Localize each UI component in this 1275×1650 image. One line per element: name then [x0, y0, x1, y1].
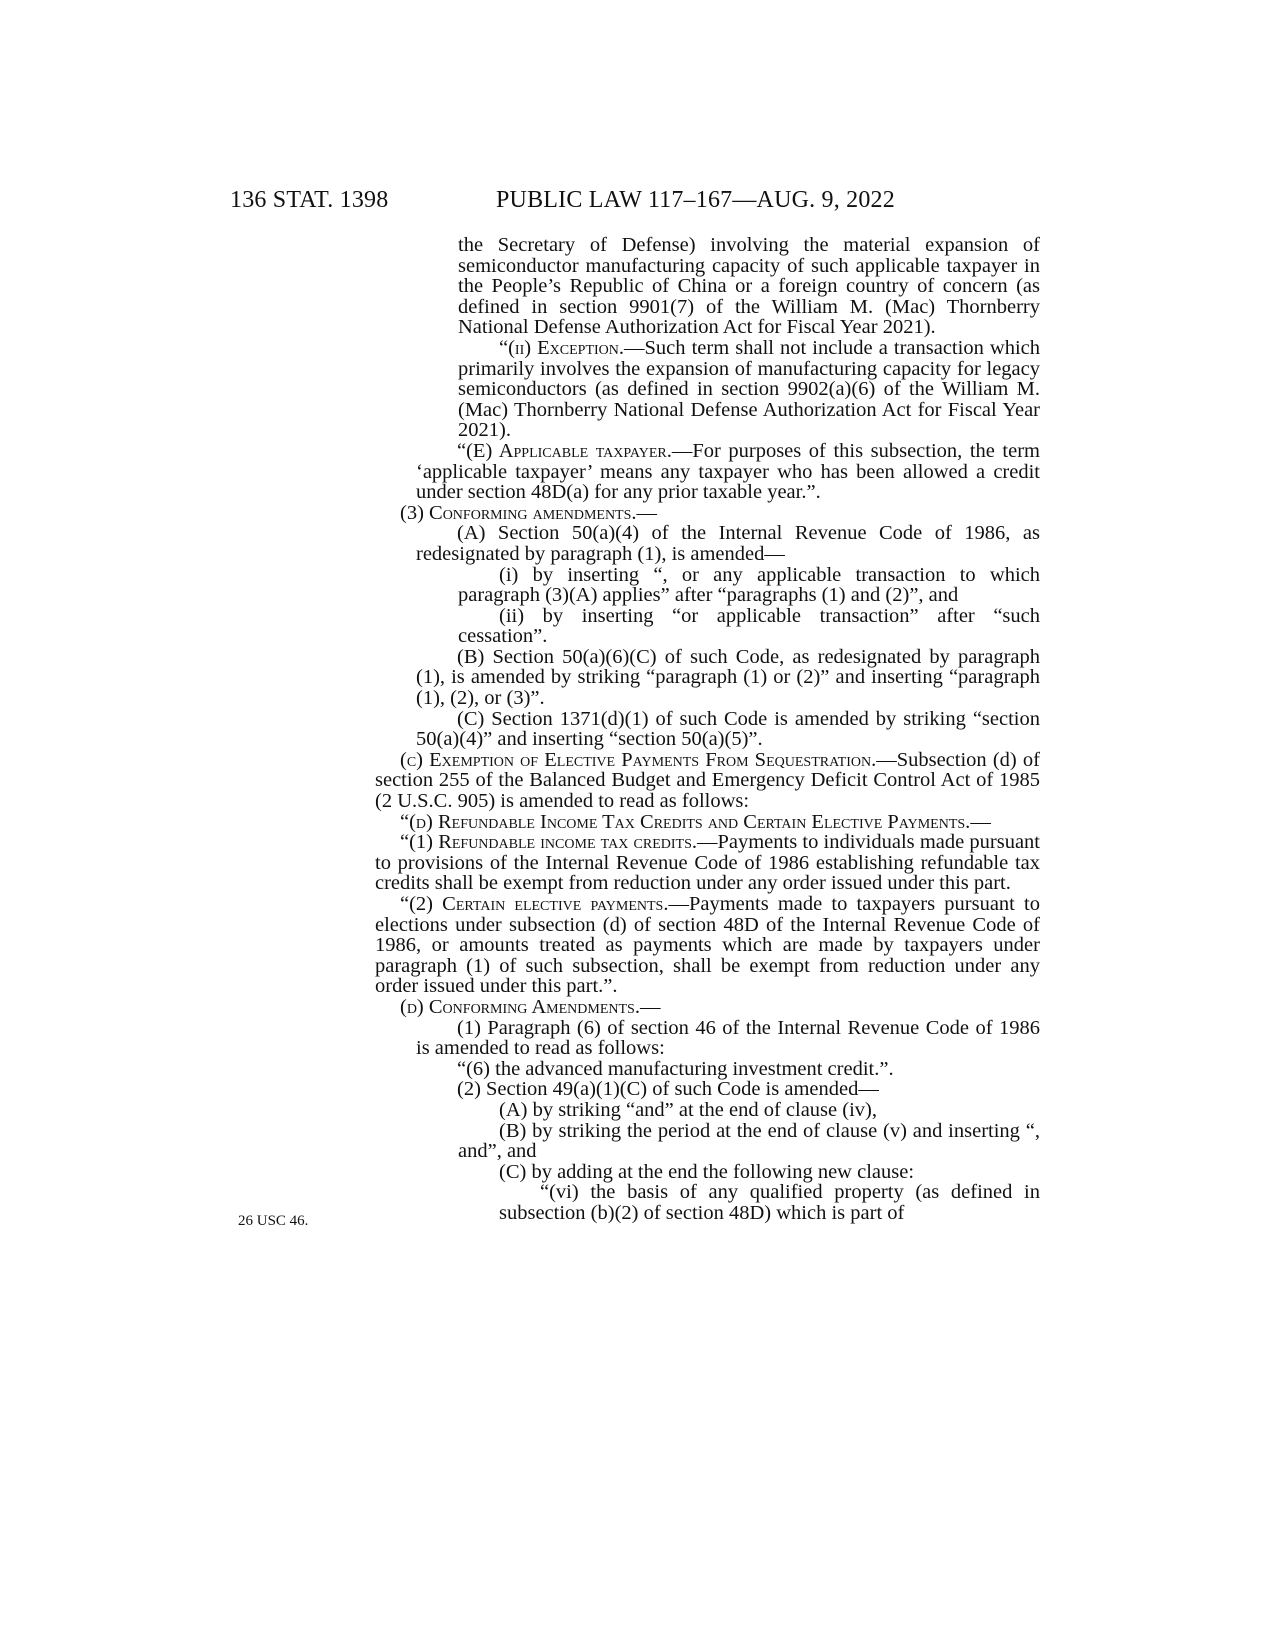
subparagraph-b: (B) Section 50(a)(6)(C) of such Code, as redesignated by paragraph (1), is amended by striking “paragraph (1) or (2)” and inserting “paragraph (1), (2), or (3)”.	[416, 645, 1040, 710]
paragraph-text: —Payments made to taxpayers pursuant to elections under subsection (d) of section 48D of the Internal Revenue Code of 1986, or amounts treated as payments which are made by taxpayers under paragraph (1) of such subsection, shall be exempt from reduction under any order issued under this part.”.	[375, 893, 1040, 998]
subsection-d-conforming-amendments	[375, 997, 1040, 1018]
clause-ii: (ii) by inserting “or applicable transaction” after “such cessation”.	[458, 604, 1040, 648]
subsection-c-exemption	[375, 750, 1040, 812]
subsection-text: —Subsection (d) of section 255 of the Balanced Budget and Emergency Deficit Control Act of 1985 (2 U.S.C. 905) is amended to read as follows:	[375, 748, 1040, 813]
quoted-clause-vi: “(vi) the basis of any qualified property (as defined in subsection (b)(2) of section 48D) which is part of	[499, 1181, 1040, 1224]
subparagraph-c-adding: (C) by adding at the end the following new clause:	[499, 1160, 915, 1183]
margin-citation-note: 26 USC 46.	[238, 1213, 309, 1229]
paragraph-text: —	[636, 501, 658, 524]
subparagraph-c: (C) Section 1371(d)(1) of such Code is amended by striking “section 50(a)(4)” and inserting “section 50(a)(5)”.	[416, 707, 1040, 751]
subsection-heading: (d) Conforming Amendments.	[400, 995, 640, 1018]
clause-ii-exception	[375, 338, 1040, 441]
paragraph-heading: (3) Conforming amendments.	[400, 501, 637, 524]
paragraph-1: (1) Paragraph (6) of section 46 of the Internal Revenue Code of 1986 is amended to read as follows:	[416, 1016, 1040, 1060]
subparagraph-text: —For purposes of this subsection, the term ‘applicable taxpayer’ means any taxpayer who has been allowed a credit under section 48D(a) for any prior taxable year.”.	[416, 439, 1040, 504]
subparagraph-a: (A) Section 50(a)(4) of the Internal Revenue Code of 1986, as redesignated by paragraph (1), is amended—	[416, 522, 1040, 565]
subparagraph-a-striking: (A) by striking “and” at the end of clause (iv),	[499, 1098, 877, 1121]
quoted-subsection-d	[375, 812, 1040, 833]
statute-page-reference: 136 STAT. 1398	[230, 187, 389, 213]
subsection-heading: “(d) Refundable Income Tax Credits and Certain Elective Payments.	[400, 810, 971, 833]
quoted-paragraph-2	[375, 894, 1040, 997]
clause-i: (i) by inserting “, or any applicable transaction to which paragraph (3)(A) applies” after “paragraphs (1) and (2)”, and	[458, 563, 1040, 607]
running-head-title: PUBLIC LAW 117–167—AUG. 9, 2022	[496, 187, 895, 213]
paragraph-heading: “(2) Certain elective payments.	[400, 893, 669, 915]
subsection-heading: (c) Exemption of Elective Payments From Sequestration.	[400, 748, 877, 771]
paragraph-continuation: the Secretary of Defense) involving the material expansion of semiconductor manufacturing capacity of such applicable taxpayer in the People’s Republic of China or a foreign country of concern (as defined in section 9901(7) of the William M. (Mac) Thornberry National Defense Authorization Act for Fiscal Year 2021).	[458, 234, 1040, 339]
clause-text: —Such term shall not include a transaction which primarily involves the expansion of manufacturing capacity for legacy semiconductors (as defined in section 9902(a)(6) of the William M. (Mac) Thornberry National Defense Authorization Act for Fiscal Year 2021).	[458, 336, 1040, 442]
subsection-text: —	[970, 810, 991, 833]
quoted-paragraph-6: “(6) the advanced manufacturing investment credit.”.	[457, 1057, 894, 1080]
paragraph-3-conforming-amendments	[375, 503, 1040, 524]
subparagraph-heading: “(E) Applicable taxpayer.	[457, 439, 672, 462]
quoted-paragraph-1	[375, 832, 1040, 894]
subparagraph-b-striking: (B) by striking the period at the end of clause (v) and inserting “, and”, and	[458, 1119, 1040, 1163]
subparagraph-e-applicable-taxpayer	[375, 441, 1040, 503]
paragraph-2: (2) Section 49(a)(1)(C) of such Code is amended—	[457, 1078, 879, 1101]
subsection-text: —	[639, 995, 661, 1018]
paragraph-text: —Payments to individuals made pursuant to provisions of the Internal Revenue Code of 1986 establishing refundable tax credits shall be exempt from reduction under any order issued under this part.	[375, 831, 1040, 895]
clause-heading: “(ii) Exception.	[499, 336, 625, 359]
paragraph-heading: “(1) Refundable income tax credits.	[400, 831, 697, 854]
statute-body	[375, 235, 1040, 1224]
